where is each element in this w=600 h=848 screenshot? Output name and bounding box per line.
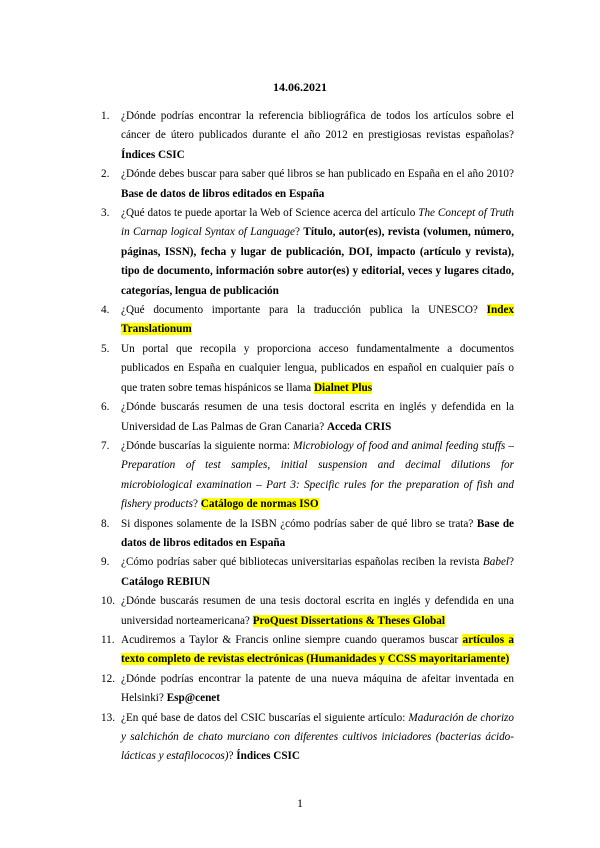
question-answer: Índices CSIC [121, 148, 185, 161]
question-text: ¿Qué datos te puede aportar la Web of Science acerca del artículo [121, 207, 416, 220]
page-number: 1 [297, 796, 303, 810]
question-item [101, 165, 514, 204]
cited-title: The Concept of Truth in Carnap logical Syntax of Language [121, 207, 514, 239]
question-item [101, 437, 514, 515]
question-answer-highlighted: artículos a texto completo de revistas electrónicas (Humanidades y CCSS mayoritariamente) [121, 633, 514, 666]
question-text: Acudiremos a Taylor & Francis online siempre cuando queramos buscar [121, 633, 459, 646]
question-text: ¿Qué documento importante para la traducción publica la UNESCO? [121, 304, 478, 317]
question-text: ¿Dónde buscarás resumen de una tesis doctoral escrita en inglés y defendida en la Universidad de Las Palmas de Gran Canaria? [121, 401, 514, 433]
question-number: 13. [101, 711, 115, 724]
question-mark: ? [509, 556, 514, 569]
question-text: ¿Cómo podrías saber qué bibliotecas universitarias españolas reciben la revista [121, 556, 480, 569]
question-answer: Acceda CRIS [326, 420, 392, 433]
question-item [101, 515, 515, 554]
question-text: ¿Dónde debes buscar para saber qué libros se han publicado en España en el año 2010? [121, 168, 514, 181]
question-item [101, 204, 515, 301]
question-item [101, 398, 514, 437]
cited-title: Microbiology of food and animal feeding stuffs – Preparation of test samples, initial suspension and decimal dilutions for microbiological examination – Part 3: Specific rules for the preparation of fish and fishery products [121, 439, 514, 511]
question-text: ¿Dónde buscarás resumen de una tesis doctoral escrita en inglés y defendida en una universidad norteamericana? [121, 595, 514, 627]
question-mark: ? [295, 226, 300, 239]
question-mark: ? [228, 750, 234, 763]
question-answer: Título, autor(es), revista (volumen, número, páginas, ISSN), fecha y lugar de publicación, DOI, impacto (artículo y revista), tipo de documento, información sobre autor(es) y editorial, veces y lugares citado, categorías, lengua de publicación [121, 226, 515, 297]
question-text: ¿Dónde podrías encontrar la patente de una nueva máquina de afeitar inventada en Helsinki? [121, 672, 514, 705]
question-number: 6. [101, 401, 110, 414]
question-answer-highlighted: Index Translationum [121, 304, 514, 336]
question-answer: Índices CSIC [236, 750, 300, 763]
question-item [101, 340, 514, 398]
question-number: 1. [101, 110, 110, 122]
question-number: 3. [101, 207, 110, 220]
question-answer-highlighted: ProQuest Dissertations & Theses Global [252, 614, 445, 627]
question-mark: ? [193, 498, 198, 511]
question-number: 2. [101, 168, 110, 181]
question-answer: Base de datos de libros editados en España [121, 517, 515, 549]
question-text: ¿Dónde buscarías la siguiente norma: [121, 439, 291, 452]
question-number: 5. [101, 342, 110, 355]
question-item [101, 592, 514, 631]
question-item [101, 670, 514, 709]
document-date: 14.06.2021 [273, 80, 327, 94]
question-text: Un portal que recopila y proporciona acceso fundamentalmente a documentos publicados en España en cualquier lengua, publicados en español en cualquier país o que traten sobre temas hispánicos se llama [121, 342, 514, 394]
question-number: 7. [101, 439, 110, 452]
question-answer-highlighted: Catálogo de normas ISO [200, 498, 319, 511]
question-number: 8. [101, 517, 110, 530]
cited-title: Maduración de chorizo y salchichón de chato murciano con diferentes cultivos iniciadores (bacterias ácido-lácticas y estafilococos) [121, 711, 514, 763]
question-list [0, 107, 514, 767]
question-number: 11. [101, 633, 115, 646]
question-item [101, 107, 514, 165]
question-answer: Esp@cenet [166, 692, 220, 705]
question-item [101, 631, 514, 670]
question-text: ¿En qué base de datos del CSIC buscarías el siguiente artículo: [121, 711, 406, 724]
question-answer: Catálogo REBIUN [121, 575, 211, 588]
question-number: 12. [101, 672, 115, 685]
question-item [101, 301, 514, 340]
cited-title: Babel [482, 556, 510, 569]
question-answer: Base de datos de libros editados en España [121, 187, 325, 200]
question-item [101, 709, 514, 767]
question-item [101, 553, 514, 592]
question-number: 9. [101, 556, 110, 569]
question-number: 10. [101, 595, 115, 608]
question-text: Si dispones solamente de la ISBN ¿cómo podrías saber de qué libro se trata? [121, 517, 474, 530]
question-answer-highlighted: Dialnet Plus [313, 381, 373, 394]
question-number: 4. [101, 304, 110, 317]
question-text: ¿Dónde podrías encontrar la referencia bibliográfica de todos los artículos sobre el cáncer de útero publicados durante el año 2012 en prestigiosas revistas españolas? [121, 110, 514, 142]
